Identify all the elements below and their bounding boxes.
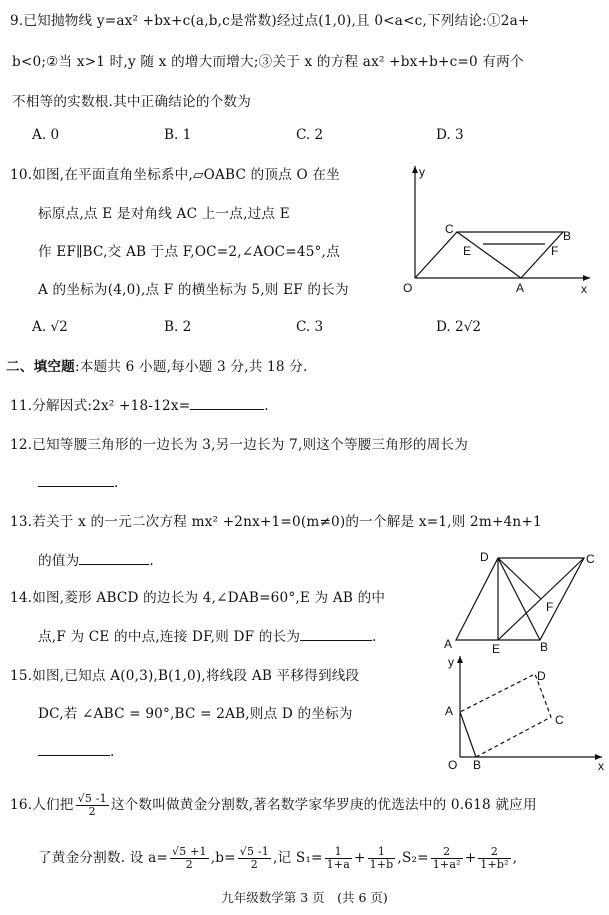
q14-line2-text: 点,F 为 CE 的中点,连接 DF,则 DF 的长为 — [38, 629, 301, 645]
q16-line1 — [10, 790, 537, 820]
q16-line2 — [38, 843, 517, 873]
q16-a-num: √5 +1 — [172, 845, 207, 858]
q15-label-y: y — [448, 655, 454, 669]
q16-s1-term2 — [368, 846, 396, 871]
q9-option-a: A. 0 — [32, 127, 60, 143]
q13-line2-text: 的值为 — [38, 553, 80, 569]
q16-plus-1: + — [353, 850, 366, 866]
q10-label-c: C — [445, 222, 454, 236]
q15-label-a: A — [445, 704, 454, 718]
q15-label-x: x — [598, 759, 604, 772]
q15-label-c: C — [555, 713, 564, 727]
q12-line2 — [38, 474, 119, 492]
q16-s2-t2-den: 1+b² — [480, 858, 509, 871]
q14-label-c: C — [586, 552, 595, 566]
q10-option-c: C. 3 — [296, 319, 324, 335]
q16-line2-prefix: 了黄金分割数. 设 a= — [38, 850, 169, 866]
q14-label-f: F — [546, 600, 554, 614]
q16-s1-t1-num: 1 — [325, 846, 352, 859]
q11 — [10, 397, 269, 415]
section2-title: 二、填空题 — [6, 359, 75, 375]
section2-desc: :本题共 6 小题,每小题 3 分,共 18 分. — [74, 359, 308, 375]
q16-s2-t1-num: 2 — [431, 846, 463, 859]
q16-a-den: 2 — [185, 858, 193, 871]
q15-line1: 15.如图,已知点 A(0,3),B(1,0),将线段 AB 平移得到线段 — [10, 668, 360, 684]
q16-fraction-num: √5 -1 — [77, 792, 107, 805]
q14-line2 — [38, 628, 377, 646]
q14-label-d: D — [480, 550, 489, 564]
q10-option-d: D. 2√2 — [436, 319, 482, 335]
q9-option-d: D. 3 — [436, 127, 464, 143]
q13-end: . — [149, 553, 154, 569]
q16-b-fraction — [238, 846, 271, 871]
q14-label-e: E — [492, 642, 501, 655]
q16-s2-t1-den: 1+a² — [432, 858, 461, 871]
q10-option-b: B. 2 — [164, 319, 192, 335]
q9-line1: 9.已知抛物线 y=ax² +bx+c(a,b,c是常数)经过点(1,0),且 0<a<c,下列结论:①2a+ — [10, 13, 530, 29]
q9-line2: b<0;②当 x>1 时,y 随 x 的增大而增大;③关于 x 的方程 ax² +bx+b+c=0 有两个 — [12, 54, 524, 70]
q16-s1-t2-num: 1 — [368, 846, 396, 859]
q16-s1-t1-den: 1+a — [326, 858, 350, 871]
q14-answer-blank[interactable] — [300, 628, 372, 641]
q10-option-a: A. √2 — [32, 319, 68, 335]
q12-line1: 12.已知等腰三角形的一边长为 3,另一边长为 7,则这个等腰三角形的周长为 — [10, 437, 469, 453]
q15-label-o: O — [448, 758, 458, 772]
q16-s2-t2-num: 2 — [478, 846, 510, 859]
q10-label-y: y — [419, 165, 425, 179]
q16-b-num: √5 -1 — [239, 845, 269, 858]
q15-line2: DC,若 ∠ABC = 90°,BC = 2AB,则点 D 的坐标为 — [38, 706, 353, 722]
q15-line3 — [38, 743, 115, 761]
q16-plus-2: + — [464, 850, 477, 866]
q16-s2-term2 — [478, 846, 510, 871]
q10-label-f: F — [551, 244, 559, 258]
q14-line1: 14.如图,菱形 ABCD 的边长为 4,∠DAB=60°,E 为 AB 的中 — [10, 590, 386, 606]
q15-answer-blank[interactable] — [38, 743, 110, 756]
q10-label-o: O — [403, 281, 413, 295]
q14-end: . — [372, 629, 377, 645]
q10-label-e: E — [463, 244, 472, 258]
q11-answer-blank[interactable] — [190, 397, 264, 410]
q11-end: . — [264, 398, 269, 414]
q9-option-c: C. 2 — [296, 127, 324, 143]
q16-s1-t2-den: 1+b — [369, 858, 394, 871]
q10-line4: A 的坐标为(4,0),点 F 的横坐标为 5,则 EF 的长为 — [38, 282, 349, 298]
q10-label-b: B — [563, 229, 572, 243]
q16-s1-term1 — [325, 846, 352, 871]
q16-tail: , — [512, 850, 518, 866]
q16-a-fraction — [170, 846, 209, 871]
q16-fraction-den: 2 — [88, 805, 96, 818]
section2-heading — [6, 358, 308, 376]
q10-line2: 标原点,点 E 是对角线 AC 上一点,过点 E — [38, 206, 290, 222]
q13-answer-blank[interactable] — [79, 552, 149, 565]
q14-label-b: B — [540, 640, 549, 654]
q14-figure — [440, 545, 605, 655]
q15-label-b: B — [473, 758, 482, 772]
q9-line3: 不相等的实数根.其中正确结论的个数为 — [12, 94, 252, 110]
q14-label-a: A — [444, 637, 453, 651]
q15-end: . — [110, 744, 115, 760]
q16-s1-label: ,记 S₁= — [273, 850, 323, 866]
q11-text: 11.分解因式:2x² +18-12x= — [10, 398, 191, 414]
q10-label-a: A — [516, 281, 525, 295]
q10-line1: 10.如图,在平面直角坐标系中,▱OABC 的顶点 O 在坐 — [10, 167, 340, 183]
q16-s2-label: ,S₂= — [397, 850, 429, 866]
q16-rest: 这个数叫做黄金分割数,著名数学家华罗庚的优选法中的 0.618 就应用 — [110, 797, 537, 813]
q9-option-b: B. 1 — [164, 127, 192, 143]
q15-figure — [440, 652, 605, 772]
q16-golden-fraction — [76, 793, 109, 818]
page-footer: 九年级数学第 3 页 (共 6 页) — [221, 890, 388, 905]
q10-figure — [395, 160, 600, 295]
q10-label-x: x — [581, 282, 587, 295]
q13-line2 — [38, 552, 154, 570]
q15-label-d: D — [537, 669, 546, 683]
q12-end: . — [114, 475, 119, 491]
q10-line3: 作 EF∥BC,交 AB 于点 F,OC=2,∠AOC=45°,点 — [38, 244, 340, 260]
q16-s2-term1 — [431, 846, 463, 871]
q16-prefix: 16.人们把 — [10, 797, 74, 813]
q12-answer-blank[interactable] — [38, 474, 114, 487]
q13-line1: 13.若关于 x 的一元二次方程 mx² +2nx+1=0(m≠0)的一个解是 x=1,则 2m+4n+1 — [10, 514, 542, 530]
q16-b-label: ,b= — [210, 850, 236, 866]
q16-b-den: 2 — [250, 858, 258, 871]
